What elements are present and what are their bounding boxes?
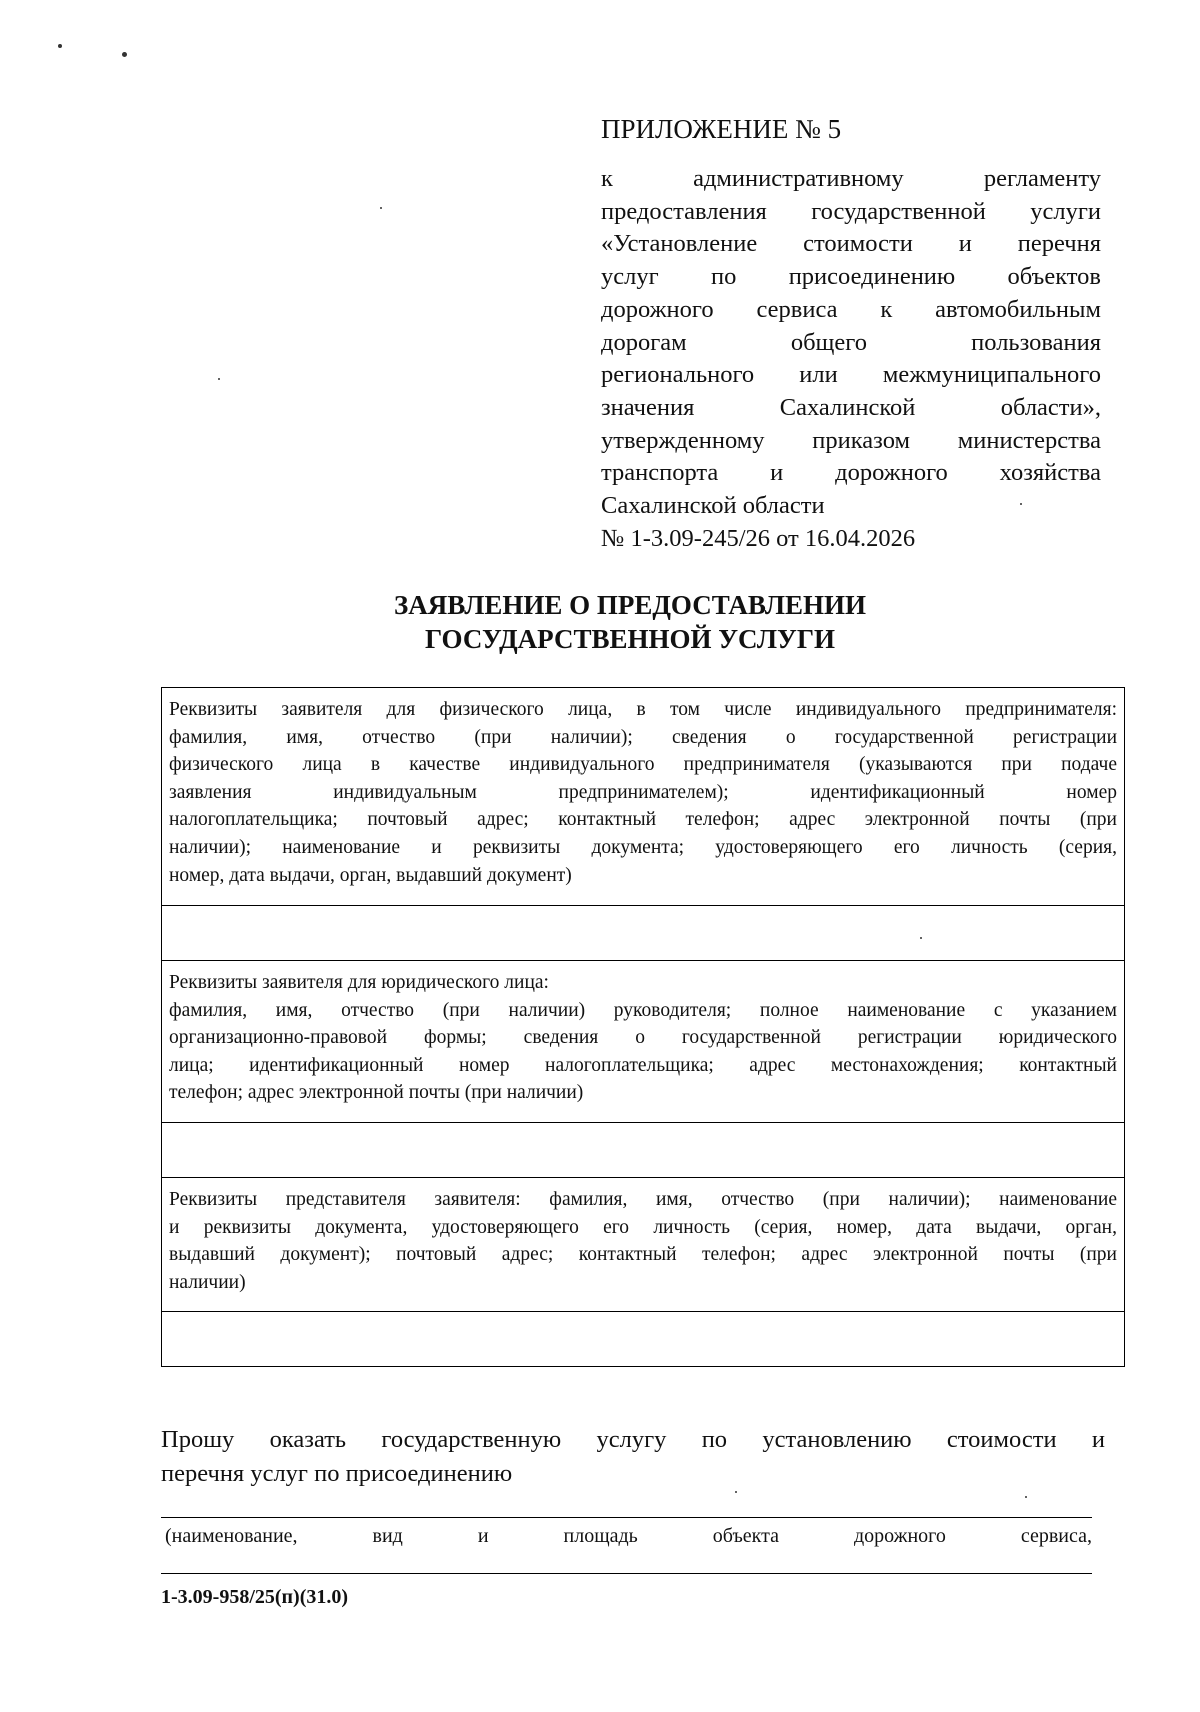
object-fill-line[interactable] xyxy=(161,1573,1092,1574)
document-title-line: ГОСУДАРСТВЕННОЙ УСЛУГИ xyxy=(425,624,835,654)
requisites-text-line: лица; идентификационный номер налогоплательщика; адрес местонахождения; контактный xyxy=(169,1054,1117,1076)
scan-speck xyxy=(218,378,220,380)
scan-speck xyxy=(735,1491,737,1493)
requisites-text-line: и реквизиты документа, удостоверяющего его личность (серия, номер, дата выдачи, орган, xyxy=(169,1216,1117,1238)
scan-speck xyxy=(380,207,382,209)
appendix-reference-line: утвержденному приказом министерства xyxy=(601,426,1101,454)
appendix-reference-line: услуг по присоединению объектов xyxy=(601,263,1101,291)
document-title xyxy=(230,588,1030,656)
legal-entity-requisites-field[interactable] xyxy=(162,1123,1124,1178)
requisites-text-line: Реквизиты заявителя для физического лица, в том числе индивидуального предпринимателя: xyxy=(169,699,1117,720)
appendix-reference-line: транспорта и дорожного хозяйства xyxy=(601,459,1101,487)
appendix-reference-line: дорожного сервиса к автомобильным xyxy=(601,295,1101,323)
requisites-text-line: наличии); наименование и реквизиты документа; удостоверяющего его личность (серия, xyxy=(169,836,1117,858)
request-text-line: Прошу оказать государственную услугу по установлению стоимости и xyxy=(161,1426,1105,1453)
individual-requisites-field[interactable] xyxy=(162,906,1124,961)
appendix-reference-line: значения Сахалинской области», xyxy=(601,393,1101,421)
appendix-title: ПРИЛОЖЕНИЕ № 5 xyxy=(601,114,842,144)
appendix-reference-line: предоставления государственной услуги xyxy=(601,197,1101,225)
requisites-text-line: наличии) xyxy=(169,1271,246,1293)
scan-speck xyxy=(58,44,62,48)
representative-requisites-label xyxy=(162,1178,1124,1312)
representative-requisites-field[interactable] xyxy=(162,1312,1124,1366)
appendix-reference-line: к административному регламенту xyxy=(601,165,1101,192)
requisites-text-line: Реквизиты заявителя для юридического лица: xyxy=(169,972,549,993)
appendix-reference xyxy=(601,163,1101,555)
appendix-reference-line: «Установление стоимости и перечня xyxy=(601,230,1101,258)
requisites-text-line: фамилия, имя, отчество (при наличии); сведения о государственной регистрации xyxy=(169,726,1117,748)
requisites-text-line: номер, дата выдачи, орган, выдавший документ) xyxy=(169,864,572,886)
requisites-text-line: фамилия, имя, отчество (при наличии) руководителя; полное наименование с указанием xyxy=(169,999,1117,1021)
appendix-reference-line: Сахалинской области xyxy=(601,492,825,520)
requisites-text-line: организационно-правовой формы; сведения о государственной регистрации юридического xyxy=(169,1027,1117,1049)
object-field-hint: (наименование, вид и площадь объекта дорожного сервиса, xyxy=(165,1525,1092,1547)
legal-entity-requisites-label xyxy=(162,961,1124,1123)
appendix-reference-line: дорогам общего пользования xyxy=(601,328,1101,356)
request-text-line: перечня услуг по присоединению xyxy=(161,1460,513,1487)
service-request xyxy=(161,1423,1105,1491)
document-title-line: ЗАЯВЛЕНИЕ О ПРЕДОСТАВЛЕНИИ xyxy=(393,590,867,620)
scan-speck xyxy=(122,52,127,57)
requisites-text-line: физического лица в качестве индивидуального предпринимателя (указываются при подаче xyxy=(169,754,1117,776)
requisites-text-line: заявления индивидуальным предпринимателем); идентификационный номер xyxy=(169,781,1117,803)
object-fill-line[interactable] xyxy=(161,1517,1092,1518)
requisites-text-line: Реквизиты представителя заявителя: фамилия, имя, отчество (при наличии); наименование xyxy=(169,1189,1117,1210)
document-code: 1-3.09-958/25(п)(31.0) xyxy=(161,1586,349,1608)
requisites-text-line: налогоплательщика; почтовый адрес; контактный телефон; адрес электронной почты (при xyxy=(169,809,1117,831)
appendix-order-number: № 1-3.09-245/26 от 16.04.2026 xyxy=(601,524,916,552)
scan-speck xyxy=(1025,1496,1027,1498)
individual-requisites-label xyxy=(162,688,1124,906)
requisites-table xyxy=(161,687,1125,1367)
appendix-reference-line: регионального или межмуниципального xyxy=(601,361,1101,389)
requisites-text-line: выдавший документ); почтовый адрес; контактный телефон; адрес электронной почты (при xyxy=(169,1244,1117,1266)
requisites-text-line: телефон; адрес электронной почты (при наличии) xyxy=(169,1082,584,1104)
